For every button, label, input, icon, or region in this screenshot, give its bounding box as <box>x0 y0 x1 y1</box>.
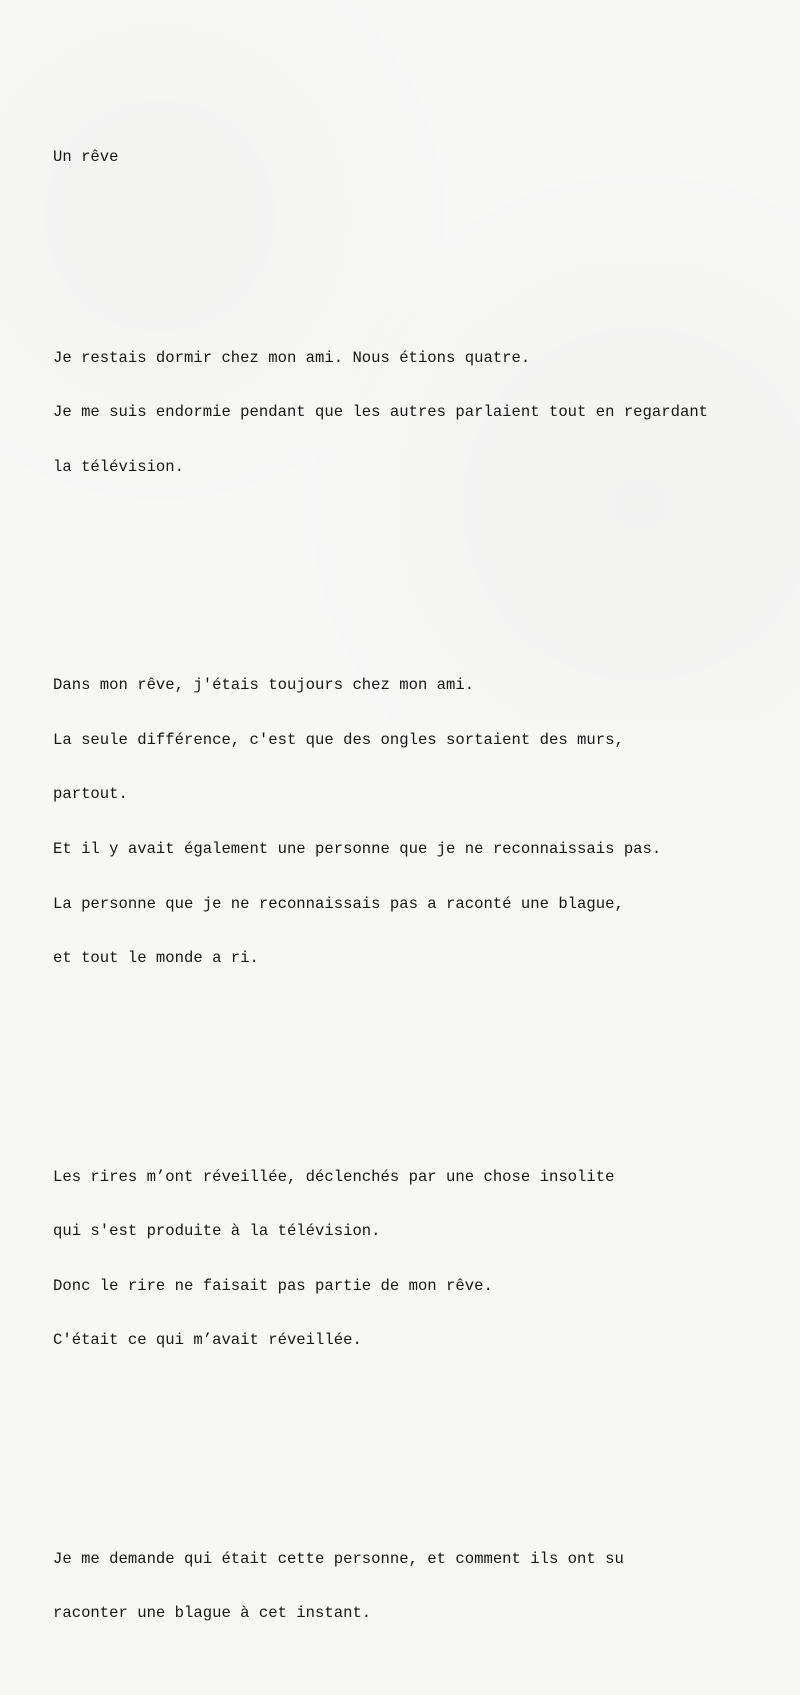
paragraph-line: Je me suis endormie pendant que les autres parlaient tout en regardant <box>53 403 709 422</box>
paragraph-line: et tout le monde a ri. <box>53 949 259 968</box>
paragraph-gap <box>53 1058 708 1076</box>
paragraph-2 <box>53 640 708 1004</box>
document-text <box>53 112 708 1695</box>
paragraph-1 <box>53 312 708 512</box>
paragraph-gap <box>53 567 708 585</box>
paragraph-line: partout. <box>53 785 128 804</box>
paragraph-line: Je me demande qui était cette personne, et comment ils ont su <box>53 1549 624 1568</box>
paragraph-3 <box>53 1131 708 1386</box>
paragraph-line: Et il y avait également une personne que je ne reconnaissais pas. <box>53 839 662 858</box>
paragraph-line: La seule différence, c'est que des ongles sortaient des murs, <box>53 730 624 749</box>
paragraph-line: C'était ce qui m’avait réveillée. <box>53 1331 362 1350</box>
paragraph-line: qui s'est produite à la télévision. <box>53 1222 381 1241</box>
paragraph-line: Les rires m’ont réveillée, déclenchés par une chose insolite <box>53 1167 615 1186</box>
paragraph-line: Dans mon rêve, j'étais toujours chez mon ami. <box>53 676 475 695</box>
paragraph-line: La personne que je ne reconnaissais pas a raconté une blague, <box>53 894 624 913</box>
paragraph-gap <box>53 1441 708 1459</box>
title-spacing <box>53 203 708 258</box>
paragraph-line: raconter une blague à cet instant. <box>53 1604 372 1623</box>
paragraph-4 <box>53 1513 708 1659</box>
paragraph-line: Je restais dormir chez mon ami. Nous étions quatre. <box>53 348 531 367</box>
paragraph-line: Donc le rire ne faisait pas partie de mon rêve. <box>53 1276 493 1295</box>
paragraph-line: la télévision. <box>53 457 185 476</box>
document-title: Un rêve <box>53 148 119 167</box>
